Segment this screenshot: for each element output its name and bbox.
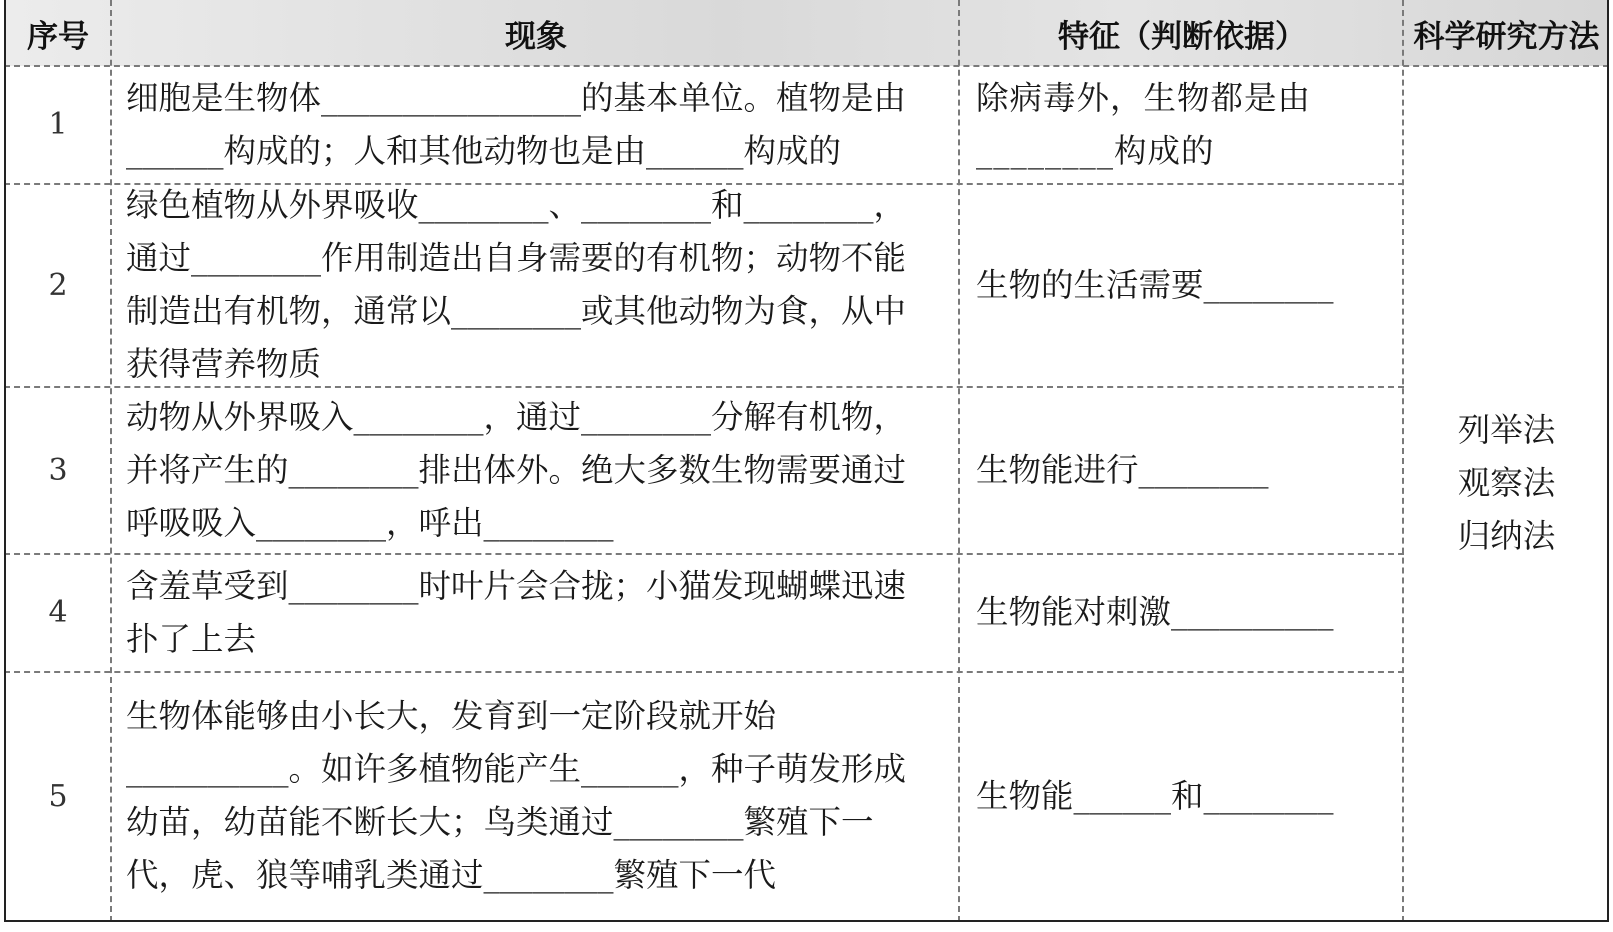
feature-text: 生物的生活需要________	[976, 265, 1334, 304]
feature-cell	[976, 184, 1396, 386]
phenomenon-text: 细胞是生物体________________的基本单位。植物是由 ______构成的；人和其他动物也是由______构成的	[126, 78, 907, 170]
phenomenon-cell	[126, 184, 946, 386]
method-item: 列举法	[1457, 411, 1556, 449]
phenomenon-cell	[126, 66, 946, 183]
method-item: 观察法	[1457, 464, 1556, 502]
feature-cell	[976, 554, 1396, 671]
feature-text: 生物能进行________	[976, 450, 1269, 489]
header-phenomenon: 现象	[505, 18, 567, 55]
header-index: 序号	[27, 18, 89, 55]
phenomenon-text: 生物体能够由小长大，发育到一定阶段就开始 __________。如许多植物能产生______，种子萌发形成 幼苗，幼苗能不断长大；鸟类通过________繁殖下一 代，虎、狼等哺乳类通过________繁殖下一代	[126, 697, 907, 894]
row-index: 4	[48, 595, 68, 630]
row-index: 1	[48, 107, 68, 142]
column-divider	[958, 0, 960, 922]
feature-cell	[976, 66, 1396, 183]
row-index: 5	[48, 778, 68, 814]
phenomenon-text: 含羞草受到________时叶片会合拢；小猫发现蝴蝶迅速 扑了上去	[126, 566, 907, 658]
header-method: 科学研究方法	[1413, 18, 1600, 55]
header-feature: 特征（判断依据）	[1058, 18, 1306, 55]
worksheet-table	[4, 0, 1609, 922]
phenomenon-cell	[126, 554, 946, 671]
phenomenon-text: 绿色植物从外界吸收________、________和________， 通过________作用制造出自身需要的有机物；动物不能 制造出有机物，通常以________或其他动物为食，从中 获得营养物质	[126, 186, 907, 383]
feature-cell	[976, 672, 1396, 920]
phenomenon-cell	[126, 387, 946, 553]
feature-text: 除病毒外，生物都是由 ________构成的	[976, 78, 1312, 170]
row-index: 2	[48, 267, 68, 303]
feature-cell	[976, 387, 1396, 553]
feature-text: 生物能对刺激__________	[976, 593, 1334, 631]
row-index: 3	[48, 452, 68, 488]
phenomenon-cell	[126, 672, 946, 920]
method-item: 归纳法	[1457, 517, 1556, 555]
method-cell	[1404, 404, 1609, 563]
feature-text: 生物能______和________	[976, 776, 1334, 815]
phenomenon-text: 动物从外界吸入________，通过________分解有机物， 并将产生的________排出体外。绝大多数生物需要通过 呼吸吸入________，呼出________	[126, 397, 907, 542]
